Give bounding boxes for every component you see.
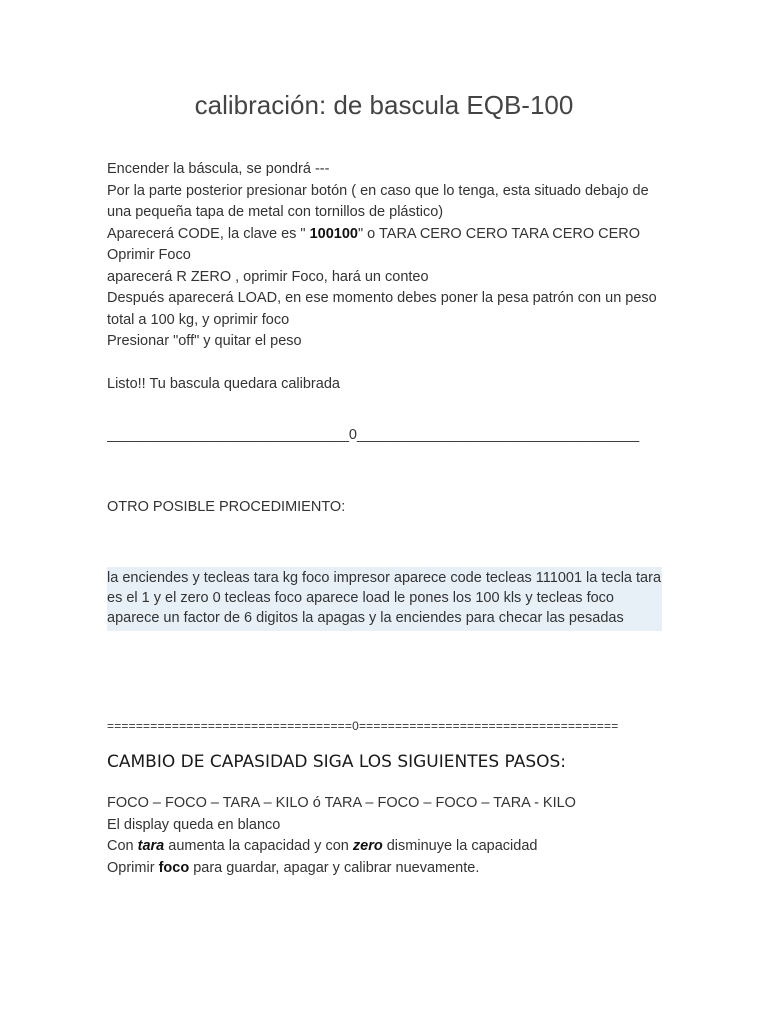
capacity-change-heading: CAMBIO DE CAPASIDAD SIGA LOS SIGUIENTES PASOS:	[107, 752, 567, 772]
capacity-adjust: Con tara aumenta la capacidad y con zero disminuye la capacidad	[107, 838, 538, 854]
step-turn-on: Encender la báscula, se pondrá ---	[107, 161, 330, 177]
capacity-key-sequence: FOCO – FOCO – TARA – KILO ó TARA – FOCO – FOCO – TARA - KILO	[107, 795, 576, 811]
capacity-save: Oprimir foco para guardar, apagar y calibrar nuevamente.	[107, 859, 480, 876]
equals-separator: ==================================0====================================	[107, 719, 619, 733]
calibration-steps	[107, 159, 667, 395]
code-value: 100100	[309, 225, 358, 242]
alt-procedure-heading: OTRO POSIBLE PROCEDIMIENTO:	[107, 499, 346, 515]
step-load: Después aparecerá LOAD, en ese momento debes poner la pesa patrón con un peso total a 100 kg, y oprimir foco	[107, 290, 657, 328]
step-r-zero: aparecerá R ZERO , oprimir Foco, hará un conteo	[107, 268, 429, 285]
alt-procedure-text: la enciendes y tecleas tara kg foco impresor aparece code tecleas 111001 la tecla tara es el 1 y el zero 0 tecleas foco aparece load le pones los 100 kls y tecleas foco aparece un factor de 6 digitos la apagas y la enciendes para checar las pesadas	[107, 567, 662, 631]
capacity-steps	[107, 793, 667, 879]
step-press-foco: Oprimir Foco	[107, 247, 191, 263]
step-press-button: Por la parte posterior presionar botón ( en caso que lo tenga, esta situado debajo de una pequeña tapa de metal con tornillos de plástico)	[107, 182, 649, 220]
underscore-separator: ______________________________0___________________________________	[107, 427, 640, 443]
step-done: Listo!! Tu bascula quedara calibrada	[107, 375, 340, 392]
step-code: Aparecerá CODE, la clave es " 100100" o TARA CERO CERO TARA CERO CERO	[107, 225, 641, 242]
step-off: Presionar "off" y quitar el peso	[107, 333, 302, 349]
capacity-display-blank: El display queda en blanco	[107, 816, 281, 833]
page-title: calibración: de bascula EQB-100	[194, 90, 574, 120]
